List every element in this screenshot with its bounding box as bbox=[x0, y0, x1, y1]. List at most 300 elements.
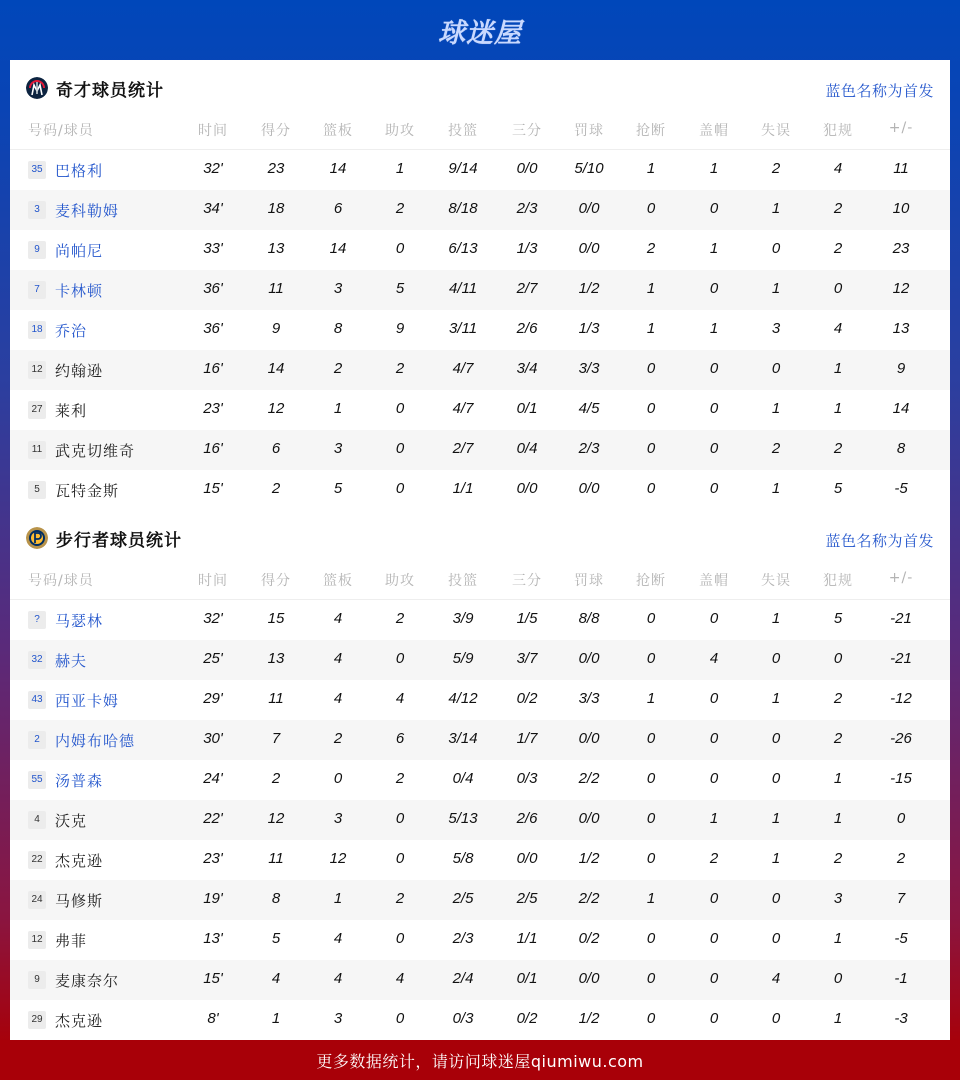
stat-free-throws: 3/3 bbox=[578, 360, 600, 377]
player-row[interactable] bbox=[10, 720, 950, 760]
stat-assists: 5 bbox=[395, 280, 405, 297]
player-name-link[interactable]: 瓦特金斯 bbox=[55, 482, 120, 500]
stat-plus-minus: 0 bbox=[896, 810, 906, 827]
stat-blocks: 0 bbox=[709, 690, 719, 707]
player-name-link[interactable]: 杰克逊 bbox=[55, 1012, 104, 1030]
stat-three-pointers: 0/3 bbox=[516, 770, 538, 787]
stat-field-goals: 2/5 bbox=[452, 890, 474, 907]
stat-points: 12 bbox=[267, 400, 285, 417]
jersey-number-icon: 2 bbox=[28, 731, 46, 749]
stat-free-throws: 0/0 bbox=[578, 240, 600, 257]
stat-free-throws: 0/0 bbox=[578, 650, 600, 667]
player-name-link[interactable]: 卡林顿 bbox=[55, 282, 104, 300]
player-name-link[interactable]: 弗菲 bbox=[55, 932, 88, 950]
stat-field-goals: 4/7 bbox=[452, 400, 474, 417]
stat-points: 5 bbox=[271, 930, 281, 947]
stat-steals: 0 bbox=[646, 850, 656, 867]
stat-turnovers: 0 bbox=[771, 240, 781, 257]
stat-field-goals: 4/12 bbox=[448, 690, 478, 707]
stat-fouls: 5 bbox=[833, 610, 843, 627]
player-name-link[interactable]: 麦科勒姆 bbox=[55, 202, 120, 220]
player-name-link[interactable]: 巴格利 bbox=[55, 162, 104, 180]
stat-plus-minus: 2 bbox=[896, 850, 906, 867]
stat-points: 11 bbox=[268, 280, 284, 297]
column-header-fouls: 犯规 bbox=[823, 573, 853, 589]
stat-points: 14 bbox=[267, 360, 285, 377]
stat-blocks: 1 bbox=[709, 160, 719, 177]
stat-rebounds: 4 bbox=[333, 650, 343, 667]
footer-link-text[interactable]: 更多数据统计，请访问球迷屋qiumiwu.com bbox=[316, 1051, 644, 1071]
stat-blocks: 0 bbox=[709, 400, 719, 417]
player-name-link[interactable]: 约翰逊 bbox=[55, 362, 104, 380]
stat-blocks: 1 bbox=[709, 810, 719, 827]
stat-time: 15' bbox=[203, 480, 223, 497]
stat-blocks: 1 bbox=[709, 240, 719, 257]
stat-assists: 2 bbox=[395, 610, 405, 627]
player-table-body bbox=[10, 150, 950, 510]
player-row[interactable] bbox=[10, 390, 950, 430]
section-header bbox=[26, 76, 164, 100]
stat-rebounds: 4 bbox=[333, 610, 343, 627]
stat-time: 15' bbox=[203, 970, 223, 987]
stat-steals: 1 bbox=[646, 320, 656, 337]
stat-field-goals: 2/7 bbox=[452, 440, 474, 457]
column-header-rebounds: 篮板 bbox=[323, 123, 353, 139]
stat-turnovers: 0 bbox=[771, 360, 781, 377]
stat-rebounds: 5 bbox=[333, 480, 343, 497]
stat-rebounds: 3 bbox=[333, 1010, 343, 1027]
stat-field-goals: 5/13 bbox=[448, 810, 478, 827]
stat-three-pointers: 1/1 bbox=[516, 930, 538, 947]
stat-steals: 0 bbox=[646, 650, 656, 667]
player-row[interactable] bbox=[10, 430, 950, 470]
stat-turnovers: 1 bbox=[771, 850, 781, 867]
stat-points: 11 bbox=[268, 850, 284, 867]
stat-field-goals: 2/4 bbox=[452, 970, 474, 987]
stat-field-goals: 5/9 bbox=[452, 650, 474, 667]
stat-three-pointers: 2/6 bbox=[516, 320, 538, 337]
player-row[interactable] bbox=[10, 680, 950, 720]
jersey-number-icon: 9 bbox=[28, 971, 46, 989]
stat-three-pointers: 0/2 bbox=[516, 690, 538, 707]
player-name-link[interactable]: 内姆布哈德 bbox=[55, 732, 136, 750]
stat-rebounds: 2 bbox=[333, 730, 343, 747]
stat-points: 13 bbox=[267, 240, 285, 257]
starter-legend-note: 蓝色名称为首发 bbox=[825, 82, 934, 100]
stat-time: 22' bbox=[203, 810, 223, 827]
stat-plus-minus: -3 bbox=[894, 1010, 908, 1027]
player-row[interactable] bbox=[10, 310, 950, 350]
stat-free-throws: 2/2 bbox=[578, 890, 600, 907]
column-header-blocks: 盖帽 bbox=[699, 123, 729, 139]
jersey-number-icon: 12 bbox=[28, 361, 46, 379]
stat-fouls: 2 bbox=[833, 440, 843, 457]
stat-time: 33' bbox=[203, 240, 223, 257]
stat-time: 25' bbox=[203, 650, 223, 667]
stat-field-goals: 1/1 bbox=[452, 480, 474, 497]
stat-fouls: 4 bbox=[833, 160, 843, 177]
stat-free-throws: 1/2 bbox=[578, 280, 600, 297]
stat-assists: 4 bbox=[395, 970, 405, 987]
stat-points: 8 bbox=[271, 890, 281, 907]
stat-time: 23' bbox=[203, 850, 223, 867]
player-name-link[interactable]: 赫夫 bbox=[55, 652, 88, 670]
stat-fouls: 1 bbox=[833, 1010, 843, 1027]
stat-steals: 0 bbox=[646, 1010, 656, 1027]
stat-points: 11 bbox=[268, 690, 284, 707]
stat-fouls: 5 bbox=[833, 480, 843, 497]
stat-turnovers: 0 bbox=[771, 890, 781, 907]
stat-steals: 1 bbox=[646, 690, 656, 707]
section-header bbox=[26, 526, 182, 550]
jersey-number-icon: 12 bbox=[28, 931, 46, 949]
stat-free-throws: 1/2 bbox=[578, 850, 600, 867]
stat-points: 6 bbox=[271, 440, 281, 457]
player-row[interactable] bbox=[10, 350, 950, 390]
stat-free-throws: 0/0 bbox=[578, 810, 600, 827]
stat-turnovers: 1 bbox=[771, 400, 781, 417]
player-name-link[interactable]: 乔治 bbox=[55, 322, 88, 340]
stat-points: 4 bbox=[271, 970, 281, 987]
stat-blocks: 0 bbox=[709, 770, 719, 787]
player-row[interactable] bbox=[10, 270, 950, 310]
stat-plus-minus: -21 bbox=[890, 650, 912, 667]
player-name-link[interactable]: 莱利 bbox=[55, 402, 88, 420]
stat-steals: 0 bbox=[646, 480, 656, 497]
stat-steals: 0 bbox=[646, 200, 656, 217]
stat-blocks: 0 bbox=[709, 480, 719, 497]
stat-three-pointers: 1/5 bbox=[516, 610, 538, 627]
stat-time: 16' bbox=[203, 360, 223, 377]
stat-rebounds: 14 bbox=[329, 160, 347, 177]
stat-time: 23' bbox=[203, 400, 223, 417]
stat-steals: 0 bbox=[646, 810, 656, 827]
player-row[interactable] bbox=[10, 800, 950, 840]
stat-blocks: 0 bbox=[709, 930, 719, 947]
stat-rebounds: 4 bbox=[333, 690, 343, 707]
jersey-number-icon: 7 bbox=[28, 281, 46, 299]
stat-blocks: 0 bbox=[709, 200, 719, 217]
stat-field-goals: 3/9 bbox=[452, 610, 474, 627]
stat-turnovers: 0 bbox=[771, 770, 781, 787]
stat-free-throws: 3/3 bbox=[578, 690, 600, 707]
stat-plus-minus: -5 bbox=[894, 480, 908, 497]
stat-points: 9 bbox=[271, 320, 281, 337]
column-header-three-pointers: 三分 bbox=[512, 123, 542, 139]
stat-free-throws: 0/0 bbox=[578, 200, 600, 217]
column-header-assists: 助攻 bbox=[385, 573, 415, 589]
stat-fouls: 2 bbox=[833, 690, 843, 707]
stat-points: 1 bbox=[271, 1010, 281, 1027]
stat-free-throws: 0/0 bbox=[578, 480, 600, 497]
player-table-body bbox=[10, 600, 950, 1040]
section-title: 奇才球员统计 bbox=[56, 80, 164, 101]
stat-time: 8' bbox=[207, 1010, 219, 1027]
stat-three-pointers: 0/0 bbox=[516, 480, 538, 497]
player-row[interactable] bbox=[10, 600, 950, 640]
stat-free-throws: 4/5 bbox=[578, 400, 600, 417]
footer-banner bbox=[0, 1040, 960, 1080]
stat-assists: 2 bbox=[395, 770, 405, 787]
player-row[interactable] bbox=[10, 640, 950, 680]
stat-field-goals: 9/14 bbox=[448, 160, 478, 177]
stat-rebounds: 1 bbox=[333, 890, 343, 907]
stat-rebounds: 3 bbox=[333, 280, 343, 297]
stat-turnovers: 1 bbox=[771, 690, 781, 707]
stat-time: 34' bbox=[203, 200, 223, 217]
player-name-link[interactable]: 西亚卡姆 bbox=[55, 692, 120, 710]
stat-time: 32' bbox=[203, 610, 223, 627]
stat-assists: 0 bbox=[395, 240, 405, 257]
stat-field-goals: 0/4 bbox=[452, 770, 474, 787]
player-name-link[interactable]: 杰克逊 bbox=[55, 852, 104, 870]
stat-fouls: 0 bbox=[833, 970, 843, 987]
column-header-field-goals: 投篮 bbox=[448, 123, 478, 139]
stat-turnovers: 1 bbox=[771, 610, 781, 627]
player-name-link[interactable]: 麦康奈尔 bbox=[55, 972, 120, 990]
wizards-logo-icon bbox=[26, 77, 48, 99]
stat-assists: 0 bbox=[395, 440, 405, 457]
stat-plus-minus: 7 bbox=[896, 890, 906, 907]
stat-time: 24' bbox=[203, 770, 223, 787]
section-title: 步行者球员统计 bbox=[56, 530, 182, 551]
stat-points: 18 bbox=[267, 200, 285, 217]
stat-blocks: 0 bbox=[709, 280, 719, 297]
jersey-number-icon: 5 bbox=[28, 481, 46, 499]
stat-three-pointers: 1/3 bbox=[516, 240, 538, 257]
jersey-number-icon: 55 bbox=[28, 771, 46, 789]
stat-steals: 1 bbox=[646, 890, 656, 907]
stat-rebounds: 8 bbox=[333, 320, 343, 337]
stat-steals: 1 bbox=[646, 280, 656, 297]
jersey-number-icon: 35 bbox=[28, 161, 46, 179]
stat-free-throws: 0/0 bbox=[578, 970, 600, 987]
stat-time: 36' bbox=[203, 280, 223, 297]
jersey-number-icon: 43 bbox=[28, 691, 46, 709]
player-row[interactable] bbox=[10, 960, 950, 1000]
stat-fouls: 2 bbox=[833, 730, 843, 747]
column-header-turnovers: 失误 bbox=[761, 573, 791, 589]
stat-rebounds: 6 bbox=[333, 200, 343, 217]
pacers-logo-icon bbox=[26, 527, 48, 549]
stat-field-goals: 4/7 bbox=[452, 360, 474, 377]
stat-three-pointers: 1/7 bbox=[516, 730, 538, 747]
column-header-time: 时间 bbox=[198, 123, 228, 139]
jersey-number-icon: 29 bbox=[28, 1011, 46, 1029]
player-name-link[interactable]: 武克切维奇 bbox=[55, 442, 136, 460]
stat-rebounds: 3 bbox=[333, 810, 343, 827]
jersey-number-icon: 18 bbox=[28, 321, 46, 339]
stat-steals: 0 bbox=[646, 770, 656, 787]
stat-free-throws: 5/10 bbox=[574, 160, 604, 177]
stat-plus-minus: 9 bbox=[896, 360, 906, 377]
player-name-link[interactable]: 马修斯 bbox=[55, 892, 104, 910]
player-name-link[interactable]: 马瑟林 bbox=[55, 612, 104, 630]
stat-fouls: 2 bbox=[833, 200, 843, 217]
column-header-field-goals: 投篮 bbox=[448, 573, 478, 589]
column-header-plus-minus: +/- bbox=[888, 120, 914, 136]
stat-plus-minus: 14 bbox=[892, 400, 910, 417]
stat-turnovers: 0 bbox=[771, 730, 781, 747]
stat-field-goals: 3/11 bbox=[448, 320, 478, 337]
stat-assists: 0 bbox=[395, 1010, 405, 1027]
column-header-plus-minus: +/- bbox=[888, 570, 914, 586]
stat-free-throws: 2/3 bbox=[578, 440, 600, 457]
player-name-link[interactable]: 沃克 bbox=[55, 812, 88, 830]
player-row[interactable] bbox=[10, 470, 950, 510]
stat-three-pointers: 0/4 bbox=[516, 440, 538, 457]
stat-plus-minus: 12 bbox=[892, 280, 910, 297]
stat-blocks: 1 bbox=[709, 320, 719, 337]
player-row[interactable] bbox=[10, 840, 950, 880]
column-header-steals: 抢断 bbox=[636, 573, 666, 589]
stat-fouls: 0 bbox=[833, 650, 843, 667]
stat-turnovers: 0 bbox=[771, 930, 781, 947]
jersey-number-icon: 27 bbox=[28, 401, 46, 419]
player-row[interactable] bbox=[10, 920, 950, 960]
player-row[interactable] bbox=[10, 190, 950, 230]
stat-fouls: 0 bbox=[833, 280, 843, 297]
stat-points: 12 bbox=[267, 810, 285, 827]
stat-field-goals: 4/11 bbox=[448, 280, 478, 297]
stat-fouls: 1 bbox=[833, 360, 843, 377]
stat-plus-minus: 13 bbox=[892, 320, 910, 337]
stat-three-pointers: 0/0 bbox=[516, 160, 538, 177]
stat-fouls: 1 bbox=[833, 810, 843, 827]
stat-assists: 2 bbox=[395, 890, 405, 907]
stat-assists: 0 bbox=[395, 650, 405, 667]
stat-rebounds: 12 bbox=[329, 850, 347, 867]
stat-plus-minus: -12 bbox=[890, 690, 912, 707]
stat-fouls: 4 bbox=[833, 320, 843, 337]
stat-plus-minus: 8 bbox=[896, 440, 906, 457]
stat-assists: 0 bbox=[395, 480, 405, 497]
stat-turnovers: 2 bbox=[771, 440, 781, 457]
stat-field-goals: 3/14 bbox=[448, 730, 478, 747]
player-row[interactable] bbox=[10, 230, 950, 270]
stat-assists: 2 bbox=[395, 360, 405, 377]
column-header-assists: 助攻 bbox=[385, 123, 415, 139]
stat-steals: 0 bbox=[646, 610, 656, 627]
stat-points: 7 bbox=[271, 730, 281, 747]
stat-plus-minus: -15 bbox=[890, 770, 912, 787]
stat-turnovers: 0 bbox=[771, 1010, 781, 1027]
jersey-number-icon: 3 bbox=[28, 201, 46, 219]
stat-field-goals: 8/18 bbox=[448, 200, 478, 217]
stat-free-throws: 1/3 bbox=[578, 320, 600, 337]
stat-free-throws: 0/0 bbox=[578, 730, 600, 747]
player-name-link[interactable]: 汤普森 bbox=[55, 772, 104, 790]
stat-plus-minus: -21 bbox=[890, 610, 912, 627]
stat-turnovers: 1 bbox=[771, 480, 781, 497]
jersey-number-icon: 11 bbox=[28, 441, 46, 459]
stat-plus-minus: 11 bbox=[893, 160, 909, 177]
stat-plus-minus: 10 bbox=[892, 200, 910, 217]
player-row[interactable] bbox=[10, 880, 950, 920]
stat-points: 23 bbox=[267, 160, 285, 177]
stat-turnovers: 1 bbox=[771, 280, 781, 297]
stat-plus-minus: -26 bbox=[890, 730, 912, 747]
stat-three-pointers: 2/6 bbox=[516, 810, 538, 827]
stat-blocks: 0 bbox=[709, 890, 719, 907]
stat-three-pointers: 3/7 bbox=[516, 650, 538, 667]
stat-assists: 6 bbox=[395, 730, 405, 747]
stat-fouls: 2 bbox=[833, 850, 843, 867]
stat-assists: 1 bbox=[395, 160, 405, 177]
stat-time: 30' bbox=[203, 730, 223, 747]
player-row[interactable] bbox=[10, 1000, 950, 1040]
stat-field-goals: 0/3 bbox=[452, 1010, 474, 1027]
column-header-rebounds: 篮板 bbox=[323, 573, 353, 589]
brand-logo: 球迷屋 bbox=[438, 17, 522, 49]
table-header bbox=[10, 566, 950, 600]
stat-field-goals: 6/13 bbox=[448, 240, 478, 257]
stat-blocks: 0 bbox=[709, 360, 719, 377]
player-name-link[interactable]: 尚帕尼 bbox=[55, 242, 104, 260]
stat-turnovers: 1 bbox=[771, 200, 781, 217]
player-row[interactable] bbox=[10, 760, 950, 800]
jersey-number-icon: 4 bbox=[28, 811, 46, 829]
jersey-number-icon: 22 bbox=[28, 851, 46, 869]
jersey-number-icon: 9 bbox=[28, 241, 46, 259]
column-header-time: 时间 bbox=[198, 573, 228, 589]
stat-three-pointers: 3/4 bbox=[516, 360, 538, 377]
stat-blocks: 0 bbox=[709, 730, 719, 747]
stat-plus-minus: -5 bbox=[894, 930, 908, 947]
starter-legend-note: 蓝色名称为首发 bbox=[825, 532, 934, 550]
stat-assists: 0 bbox=[395, 850, 405, 867]
stat-time: 32' bbox=[203, 160, 223, 177]
stat-rebounds: 0 bbox=[333, 770, 343, 787]
column-header-steals: 抢断 bbox=[636, 123, 666, 139]
stat-steals: 2 bbox=[646, 240, 656, 257]
column-header-free-throws: 罚球 bbox=[574, 123, 604, 139]
column-header-turnovers: 失误 bbox=[761, 123, 791, 139]
jersey-number-icon: 24 bbox=[28, 891, 46, 909]
stat-turnovers: 3 bbox=[771, 320, 781, 337]
stat-free-throws: 2/2 bbox=[578, 770, 600, 787]
top-banner bbox=[0, 0, 960, 60]
column-header-blocks: 盖帽 bbox=[699, 573, 729, 589]
column-header-points: 得分 bbox=[261, 123, 291, 139]
player-row[interactable] bbox=[10, 150, 950, 190]
stat-three-pointers: 0/1 bbox=[516, 970, 538, 987]
stat-blocks: 0 bbox=[709, 610, 719, 627]
stat-free-throws: 1/2 bbox=[578, 1010, 600, 1027]
column-header-player: 号码/球员 bbox=[28, 123, 94, 139]
stat-rebounds: 1 bbox=[333, 400, 343, 417]
stat-rebounds: 14 bbox=[329, 240, 347, 257]
jersey-number-icon: 32 bbox=[28, 651, 46, 669]
stat-rebounds: 3 bbox=[333, 440, 343, 457]
stat-rebounds: 4 bbox=[333, 930, 343, 947]
table-header bbox=[10, 116, 950, 150]
column-header-points: 得分 bbox=[261, 573, 291, 589]
stat-assists: 0 bbox=[395, 810, 405, 827]
stat-fouls: 1 bbox=[833, 930, 843, 947]
jersey-number-icon: ? bbox=[28, 611, 46, 629]
column-header-free-throws: 罚球 bbox=[574, 573, 604, 589]
stat-three-pointers: 2/5 bbox=[516, 890, 538, 907]
stat-field-goals: 5/8 bbox=[452, 850, 474, 867]
stat-steals: 0 bbox=[646, 440, 656, 457]
stat-assists: 9 bbox=[395, 320, 405, 337]
stat-free-throws: 0/2 bbox=[578, 930, 600, 947]
stat-three-pointers: 2/7 bbox=[516, 280, 538, 297]
stat-steals: 0 bbox=[646, 730, 656, 747]
stat-assists: 0 bbox=[395, 930, 405, 947]
stat-time: 13' bbox=[203, 930, 223, 947]
